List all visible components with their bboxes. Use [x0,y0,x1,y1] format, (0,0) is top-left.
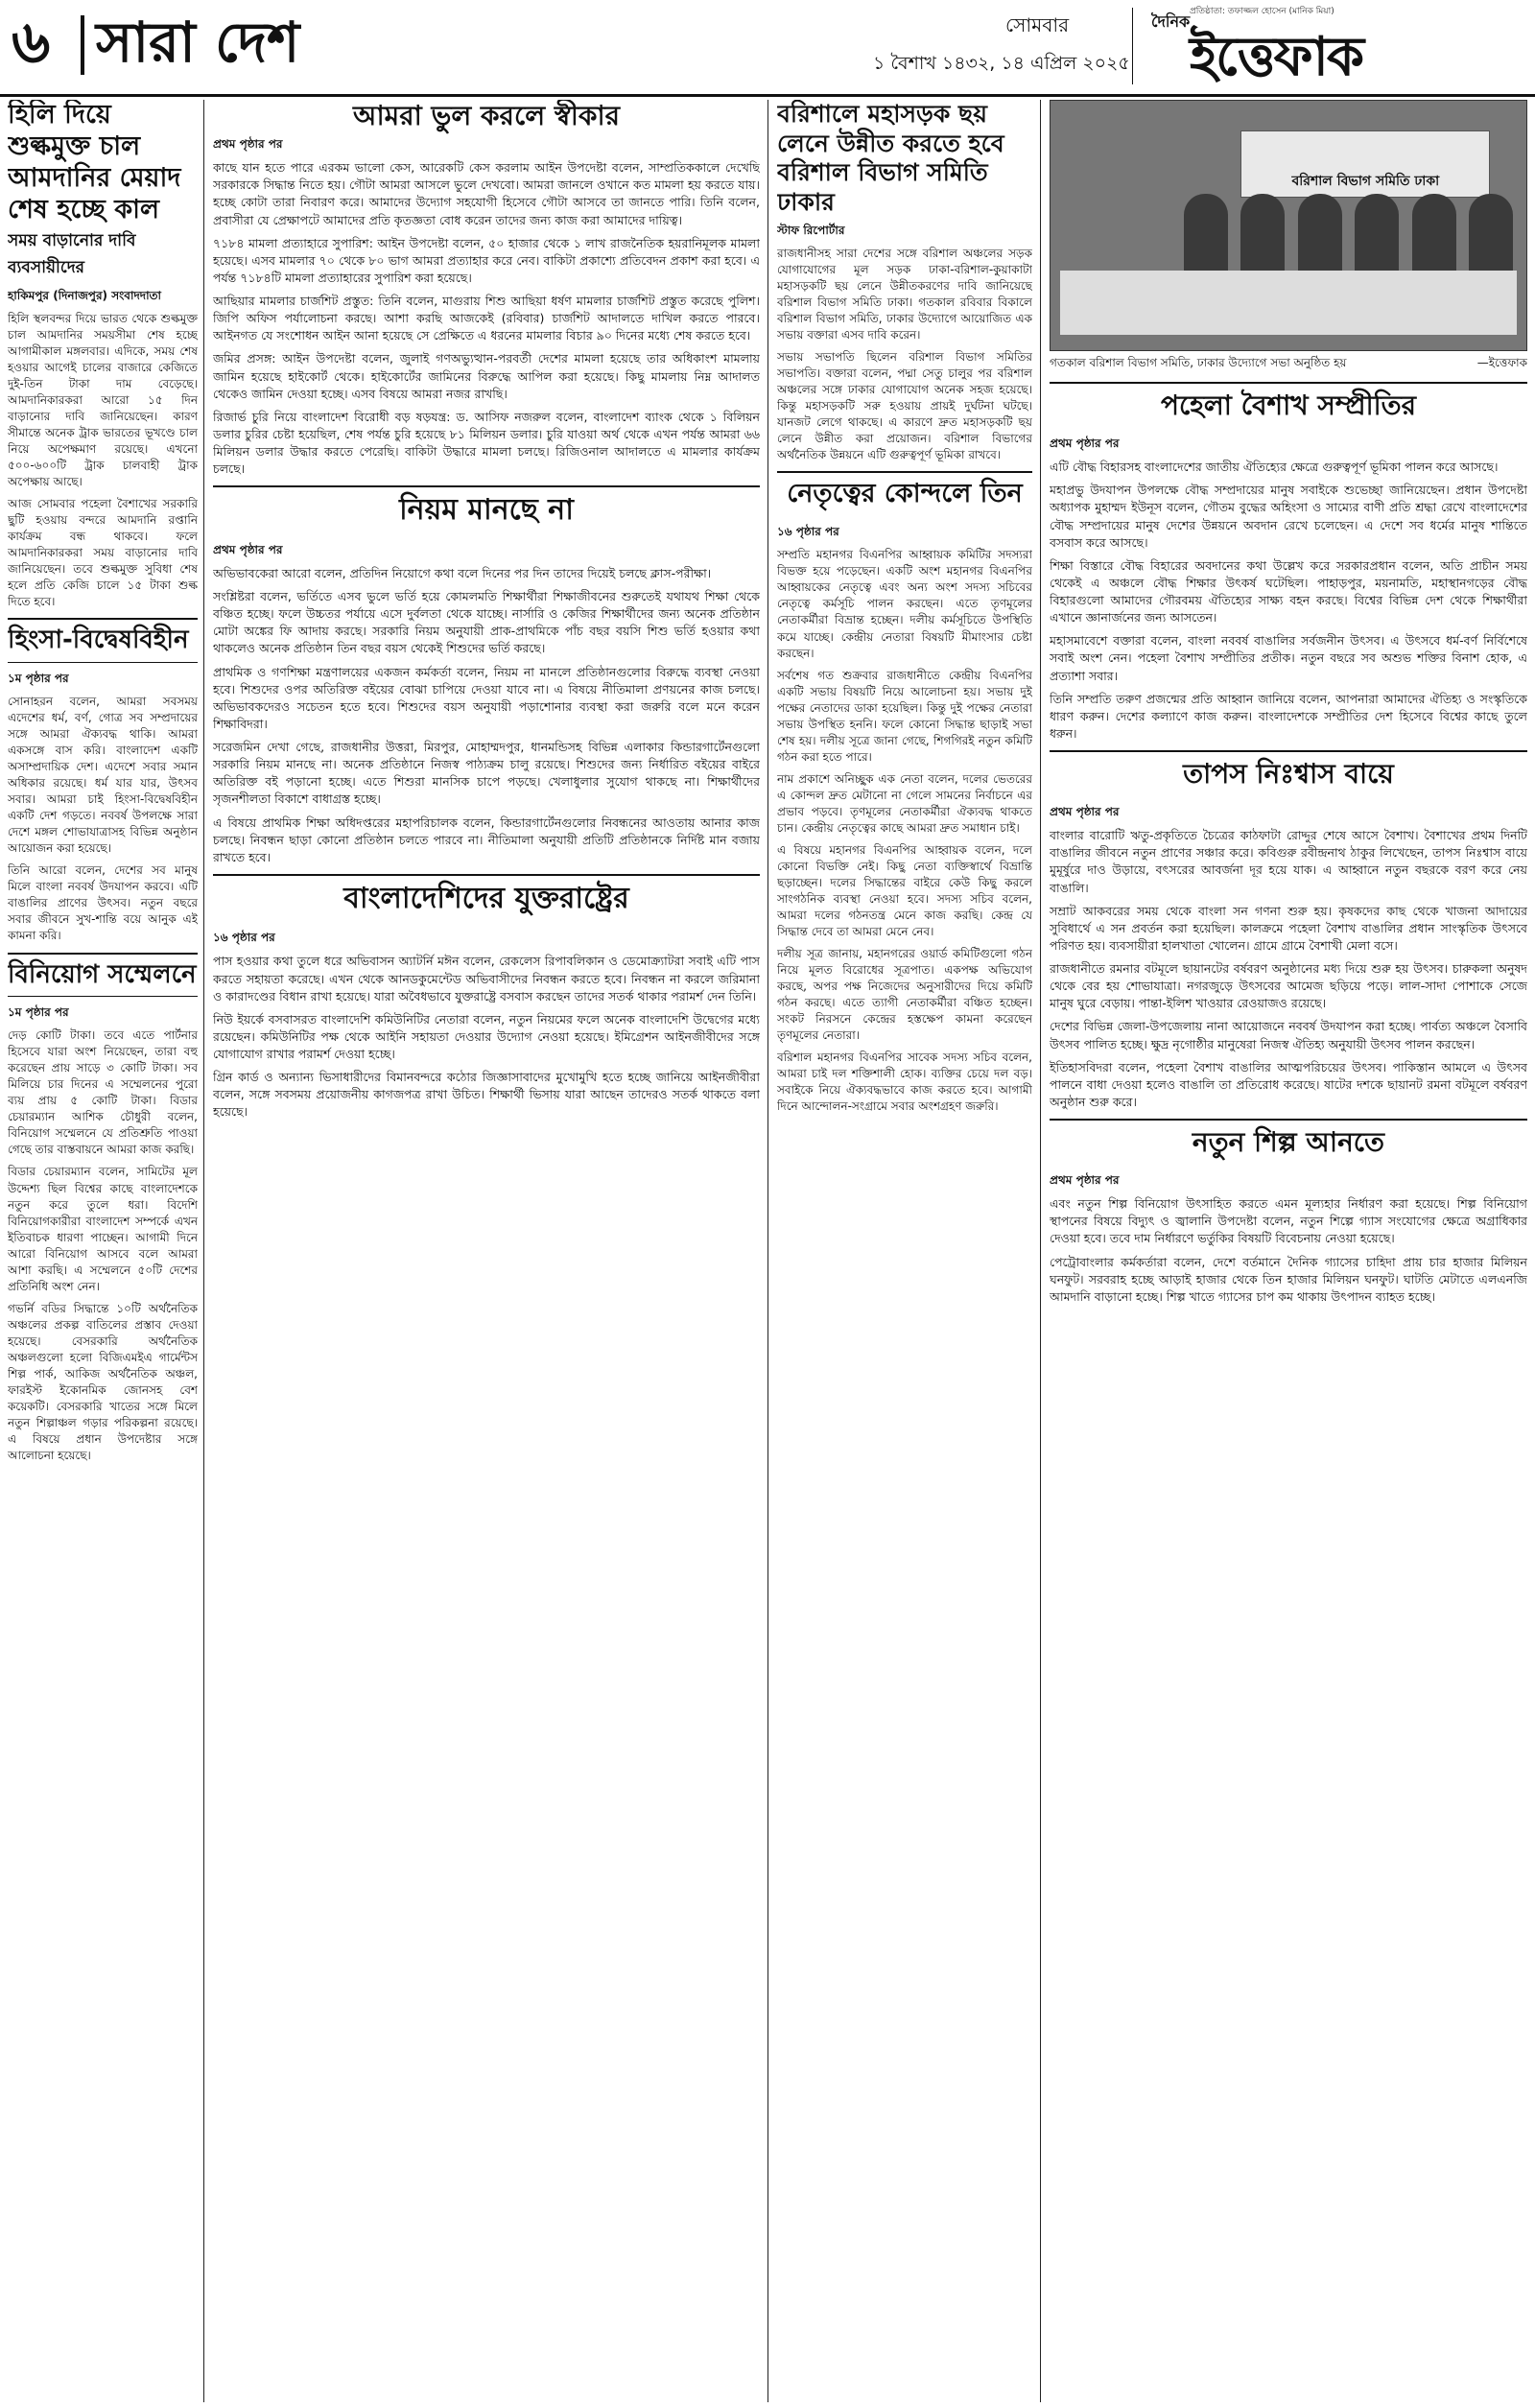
photo-person [1355,194,1399,280]
section-title: সারা দেশ [96,10,300,75]
article-body: দলীয় সূত্র জানায়, মহানগরের ওয়ার্ড কমিটিগুলো গঠন নিয়ে মূলত বিরোধের সূত্রপাত। একপক্ষ অভিযোগ করছে, অপর পক্ষ নিজেদের অনুসারীদের দিয়ে কমিটি গঠন করছে। এতে ত্যাগী নেতাকর্মীরা বঞ্চিত হচ্ছেন। সংকট নিরসনে কেন্দ্রের হস্তক্ষেপ কামনা করেছেন তৃণমূলের নেতারা। [777,947,1032,1043]
column-divider [1040,100,1041,2402]
masthead-rule [0,94,1535,97]
photo-caption: গতকাল বরিশাল বিভাগ সমিতি, ঢাকার উদ্যোগে সভা অনুষ্ঠিত হয় [1050,356,1347,369]
photo-banner [1240,130,1490,198]
article-body: এবং নতুন শিল্প বিনিয়োগ উৎসাহিত করতে এমন মূল্যহার নির্ধারণ করা হয়েছে। শিল্প বিনিয়োগ স্থাপনের বিষয়ে বিদ্যুৎ ও জ্বালানি উপদেষ্টা বলেন, নতুন শিল্পে গ্যাস সংযোগের ক্ষেত্রে অগ্রাধিকার দেওয়া হবে। তবে দাম নির্ধারণে ভর্তুকির বিষয়টি বিবেচনায় নেওয়া হয়েছে। [1050,1196,1527,1246]
masthead-divider [81,15,84,75]
article-body: বরিশাল মহানগর বিএনপির সাবেক সদস্য সচিব বলেন, আমরা চাই দল শক্তিশালী হোক। ব্যক্তির চেয়ে দল বড়। সবাইকে নিয়ে ঐক্যবদ্ধভাবে কাজ করতে হবে। আগামী দিনে আন্দোলন-সংগ্রামে সবার অংশগ্রহণ জরুরি। [777,1051,1032,1114]
article-body: প্রাথমিক ও গণশিক্ষা মন্ত্রণালয়ের একজন কর্মকর্তা বলেন, নিয়ম না মানলে প্রতিষ্ঠানগুলোর বিরুদ্ধে ব্যবস্থা নেওয়া হবে। শিশুদের ওপর অতিরিক্ত বইয়ের বোঝা চাপিয়ে দেওয়া যাবে না। এ বিষয়ে নীতিমালা প্রণয়নের কাজ চলছে। অভিভাবকদেরও সচেতন হতে হবে। শিশুদের বয়স অনুযায়ী পড়াশোনার ব্যবস্থা করা জরুরি বলে মনে করেন শিক্ষাবিদরা। [213,664,760,731]
photo-credit: —ইত্তেফাক [1476,356,1527,369]
headline: বরিশালে মহাসড়ক ছয় লেনে উন্নীত করতে হবে বরিশাল বিভাগ সমিতি ঢাকার [777,100,1004,216]
continuation-label: ১ম পৃষ্ঠার পর [8,672,69,686]
article-body: সম্প্রতি মহানগর বিএনপির আহ্বায়ক কমিটির সদস্যরা বিভক্ত হয়ে পড়েছেন। একটি অংশ মহানগর বিএনপির আহ্বায়কের নেতৃত্বে এবং অন্য অংশ সদস্য সচিবের নেতৃত্বে কর্মসূচি পালন করছেন। এতে তৃণমূলের নেতাকর্মীরা বিভ্রান্ত হচ্ছেন। দলীয় কর্মসূচিতে উপস্থিতি কমে যাচ্ছে। কেন্দ্রীয় নেতারা বিষয়টি মীমাংসার চেষ্টা করছেন। [777,548,1032,660]
column-1 [8,100,198,2402]
subheadline: সময় বাড়ানোর দাবি ব্যবসায়ীদের [8,230,136,277]
article-body: আছিয়ার মামলার চার্জশিট প্রস্তুত: তিনি বলেন, মাগুরায় শিশু আছিয়া ধর্ষণ মামলার চার্জশিট প্রস্তুত করেছে পুলিশ। জিপি অফিস পর্যালোচনা করছে। আশা করছি আজকেই (রবিবার) চার্জশিট আদালতে দাখিল করতে পারবে। আইনগত যে সংশোধন আইন আনা হয়েছে সে প্রেক্ষিতে এ ধরনের মামলার বিচার ৯০ দিনের মধ্যে শেষ করতে হবে। [213,294,760,343]
headline: শেষ হচ্ছে কাল [8,194,160,224]
article-body: সর্বশেষ গত শুক্রবার রাজধানীতে কেন্দ্রীয় বিএনপির একটি সভায় বিষয়টি নিয়ে আলোচনা হয়। সভায় দুই পক্ষের নেতাদের ডাকা হয়েছিল। কিন্তু দুই পক্ষের নেতারা সভায় উপস্থিত হননি। ফলে কোনো সিদ্ধান্ত ছাড়াই সভা শেষ হয়। দলীয় সূত্রে জানা গেছে, শিগগিরই নতুন কমিটি গঠন করা হতে পারে। [777,668,1032,764]
issue-day: সোমবার [1005,13,1070,36]
article-body: নাম প্রকাশে অনিচ্ছুক এক নেতা বলেন, দলের ভেতরের এ কোন্দল দ্রুত মেটানো না গেলে সামনের নির্বাচনে এর প্রভাব পড়বে। তৃণমূলের নেতাকর্মীরা ঐক্যবদ্ধ থাকতে চান। কেন্দ্রীয় নেতৃত্বের কাছে আমরা দ্রুত সমাধান চাই। [777,771,1032,835]
article-body: সম্রাট আকবরের সময় থেকে বাংলা সন গণনা শুরু হয়। কৃষকদের কাছ থেকে খাজনা আদায়ের সুবিধার্থে এ সন প্রবর্তন করা হয়েছিল। কালক্রমে পহেলা বৈশাখ বাঙালির প্রধান সাংস্কৃতিক উৎসবে পরিণত হয়। ব্যবসায়ীরা হালখাতা খোলেন। গ্রামে গ্রামে বৈশাখী মেলা বসে। [1050,903,1527,953]
article-body: এ বিষয়ে প্রাথমিক শিক্ষা অধিদপ্তরের মহাপরিচালক বলেন, কিন্ডারগার্টেনগুলোর নিবন্ধনের আওতায় আনার কাজ চলছে। নিবন্ধন ছাড়া কোনো প্রতিষ্ঠান চলতে পারবে না। নীতিমালা অনুযায়ী প্রতিটি প্রতিষ্ঠানকে নির্দিষ্ট মান বজায় রাখতে হবে। [213,814,760,864]
article-body: রিজার্ভ চুরি নিয়ে বাংলাদেশ বিরোধী বড় ষড়যন্ত্র: ড. আসিফ নজরুল বলেন, বাংলাদেশ ব্যাংক থেকে ১ বিলিয়ন ডলার চুরির চেষ্টা হয়েছিল, শেষ পর্যন্ত চুরি হয়েছে ৮১ মিলিয়ন ডলার। চুরি যাওয়া অর্থ থেকে এখন পর্যন্ত আমরা ৬৬ মিলিয়ন ডলার উদ্ধার করতে পেরেছি। বাকিটা উদ্ধারে মামলা চলছে। রিজিওনাল আদালতে এ মামলার কার্যক্রম চলছে। [213,409,760,477]
photo-person [1412,194,1456,280]
photo-banner-text: বরিশাল বিভাগ সমিতি ঢাকা [1291,174,1440,190]
logo-tagline: প্রতিষ্ঠাতা: তফাজ্জল হোসেন (মানিক মিয়া) [1190,7,1334,16]
continuation-label: ১৬ পৃষ্ঠার পর [777,525,839,539]
headline: হিংসা-বিদ্বেষবিহীন [8,626,189,655]
article-body: নিউ ইয়র্কে বসবাসরত বাংলাদেশি কমিউনিটির নেতারা বলেন, নতুন নিয়মের ফলে অনেক বাংলাদেশি উদ্বেগের মধ্যে রয়েছেন। কমিউনিটির পক্ষ থেকে আইনি সহায়তা দেওয়ার উদ্যোগ নেওয়া হয়েছে। ইমিগ্রেশন আইনজীবীদের সঙ্গে যোগাযোগ রাখার পরামর্শ দেওয়া হচ্ছে। [213,1011,760,1062]
article-body: ৭১৮৪ মামলা প্রত্যাহারে সুপারিশ: আইন উপদেষ্টা বলেন, ৫০ হাজার থেকে ১ লাখ রাজনৈতিক হয়রানিমূলক মামলা হয়েছে। এসব মামলার ৭০ থেকে ৮০ ভাগ আমরা প্রত্যাহার করে নেব। বাকিটা প্রকাশ্যে প্রতিবেদন প্রকাশ করা হবে। এ পর্যন্ত ৭১৮৪টি মামলা প্রত্যাহারের সুপারিশ করা হয়েছে। [213,235,760,285]
headline: নতুন শিল্প আনতে [1192,1126,1385,1159]
article-body: বিডার চেয়ারম্যান বলেন, সামিটের মূল উদ্দেশ্য ছিল বিশ্বের কাছে বাংলাদেশকে নতুন করে তুলে ধরা। বিদেশি বিনিয়োগকারীরা বাংলাদেশ সম্পর্কে এখন ইতিবাচক ধারণা পাচ্ছেন। আগামী দিনে আরো বিনিয়োগ আসবে বলে আমরা আশা করছি। এ সম্মেলনে ৫০টি দেশের প্রতিনিধি অংশ নেন। [8,1165,198,1293]
article-body: সংশ্লিষ্টরা বলেন, ভর্তিতে এসব ভুলে ভর্তি হয়ে কোমলমতি শিক্ষার্থীরা শিক্ষাজীবনের শুরুতেই যথাযথ শিক্ষা থেকে বঞ্চিত হচ্ছে। ফলে উচ্চতর পর্যায়ে এসে দুর্বলতা থেকে যাচ্ছে। নার্সারি ও কেজির শিক্ষার্থীদের জন্য অনেক প্রতিষ্ঠান মোটা অঙ্কের ফি আদায় করছে। সরকারি নিয়ম অনুযায়ী প্রাক-প্রাথমিকে পাঁচ বছর বয়সি শিশু ভর্তি হওয়ার কথা থাকলেও অনেক প্রতিষ্ঠান তিন বছর বয়স থেকেই শিশুদের ভর্তি করছে। [213,589,760,656]
issue-date: ১ বৈশাখ ১৪৩২, ১৪ এপ্রিল ২০২৫ [873,53,1130,74]
article-body: পেট্রোবাংলার কর্মকর্তারা বলেন, দেশে বর্তমানে দৈনিক গ্যাসের চাহিদা প্রায় চার হাজার মিলিয়ন ঘনফুট। সরবরাহ হচ্ছে আড়াই হাজার থেকে তিন হাজার মিলিয়ন ঘনফুট। ঘাটতি মেটাতে এলএনজি আমদানি বাড়ানো হচ্ছে। শিল্প খাতে গ্যাসের চাপ কম থাকায় উৎপাদন ব্যাহত হচ্ছে। [1050,1254,1527,1304]
continuation-label: ১ম পৃষ্ঠার পর [8,1005,69,1020]
headline: নিয়ম মানছে না [399,493,574,528]
logo-title: ইত্তেফাক [1190,26,1363,88]
article-body: তিনি আরো বলেন, দেশের সব মানুষ মিলে বাংলা নববর্ষ উদযাপন করবে। এটি বাঙালির প্রাণের উৎসব। নতুন বছরে সবার জীবনে সুখ-শান্তি বয়ে আনুক এই কামনা করি। [8,863,198,943]
continuation-label: ১৬ পৃষ্ঠার পর [213,931,275,945]
headline: নেতৃত্বের কোন্দলে তিন [787,479,1023,509]
news-photo [1050,100,1527,351]
article-body: অভিভাবকেরা আরো বলেন, প্রতিদিন নিয়োগে কথা বলে দিনের পর দিন তাদের দিয়েই চলছে ক্লাস-পরীক্ষা। [213,565,712,580]
article-body: সভায় সভাপতি ছিলেন বরিশাল বিভাগ সমিতির সভাপতি। বক্তারা বলেন, পদ্মা সেতু চালুর পর বরিশাল অঞ্চলের সঙ্গে ঢাকার যোগাযোগ অনেক সহজ হয়েছে। কিন্তু মহাসড়কটি সরু হওয়ায় প্রায়ই দুর্ঘটনা ঘটছে। যানজট লেগে থাকছে। এ কারণে দ্রুত মহাসড়কটি ছয় লেনে উন্নীত করা প্রয়োজন। বরিশাল বিভাগের অর্থনৈতিক উন্নয়নে এটি গুরুত্বপূর্ণ ভূমিকা রাখবে। [777,350,1032,462]
continuation-label: প্রথম পৃষ্ঠার পর [1050,437,1120,451]
masthead [0,0,1535,96]
photo-person [1240,194,1285,280]
column-divider [203,100,204,2402]
article-body: হিলি স্থলবন্দর দিয়ে ভারত থেকে শুল্কমুক্ত চাল আমদানির সময়সীমা শেষ হচ্ছে আগামীকাল মঙ্গলবার। এদিকে, সময় শেষ হওয়ার আগেই চালের বাজারে কেজিতে দুই-তিন টাকা দাম বেড়েছে। আমদানিকারকরা আরো ১৫ দিন বাড়ানোর দাবি জানিয়েছেন। কারণ সীমান্তে অনেক ট্রাক ভারতের ভূখণ্ডে চাল নিয়ে অপেক্ষমাণ রয়েছে। এখনো ৫০০-৬০০টি ট্রাক চালবাহী ট্রাক অপেক্ষায় আছে। [8,311,198,489]
column-4 [1050,100,1527,2402]
headline: পহেলা বৈশাখ সম্প্রীতির [1160,390,1417,421]
article-body: সরেজমিন দেখা গেছে, রাজধানীর উত্তরা, মিরপুর, মোহাম্মদপুর, ধানমন্ডিসহ বিভিন্ন এলাকার কিন্ডারগার্টেনগুলো সরকারি নিয়ম মানছে না। অনেক প্রতিষ্ঠানে নিজস্ব পাঠ্যক্রম চালু রয়েছে। শিশুদের জন্য নির্ধারিত বইয়ের বাইরে অতিরিক্ত বই পড়ানো হচ্ছে। এতে শিশুরা মানসিক চাপে পড়ছে। খেলাধুলার সুযোগ থাকছে না। শিক্ষার্থীদের সৃজনশীলতা বিকাশে বাধাগ্রস্ত হচ্ছে। [213,740,760,807]
newspaper-logo [1151,2,1497,90]
column-2 [213,100,760,2402]
article-body: সোনাহরন বলেন, আমরা সবসময় এদেশের ধর্ম, বর্ণ, গোত্র সব সম্প্রদায়ের সঙ্গে আমরা ঐক্যবদ্ধ থাকি। আমরা একসঙ্গে বাস করি। বাংলাদেশ একটি অসাম্প্রদায়িক দেশ। এদেশে সবার সমান অধিকার রয়েছে। ধর্ম যার যার, উৎসব সবার। আমরা চাই হিংসা-বিদ্বেষবিহীন একটি দেশ গড়তে। নববর্ষ উপলক্ষে সারা দেশে মঙ্গল শোভাযাত্রাসহ বিভিন্ন অনুষ্ঠান আয়োজন করা হয়েছে। [8,695,198,856]
article-body: মহাপ্রভু উদযাপন উপলক্ষে বৌদ্ধ সম্প্রদায়ের মানুষ সবাইকে শুভেচ্ছা জানিয়েছেন। প্রধান উপদেষ্টা অধ্যাপক মুহাম্মদ ইউনূস বলেন, গৌতম বুদ্ধের অহিংসা ও সাম্যের বাণী প্রতি শ্রদ্ধা রেখে বাংলাদেশের বৌদ্ধ সম্প্রদায়ের মানুষ দেশের উন্নয়নে অবদান রেখে চলেছেন। এ দেশে সব ধর্মের মানুষ শান্তিতে বসবাস করে আসছে। [1050,483,1527,550]
article-body: দেশের বিভিন্ন জেলা-উপজেলায় নানা আয়োজনে নববর্ষ উদযাপন করা হচ্ছে। পার্বত্য অঞ্চলে বৈসাবি উৎসব পালিত হচ্ছে। ক্ষুদ্র নৃগোষ্ঠীর মানুষেরা নিজস্ব ঐতিহ্য অনুযায়ী উৎসব পালন করছেন। [1050,1019,1527,1051]
article-body: রাজধানীসহ সারা দেশের সঙ্গে বরিশাল অঞ্চলের সড়ক যোগাযোগের মূল সড়ক ঢাকা-বরিশাল-কুয়াকাটা মহাসড়কটি ছয় লেনে উন্নীতকরণের দাবি জানিয়েছে বরিশাল বিভাগ সমিতি ঢাকা। গতকাল রবিবার বিকালে বরিশাল বিভাগ সমিতি, ঢাকার উদ্যোগে আয়োজিত এক সভায় বক্তারা এসব দাবি করেন। [777,247,1032,342]
article-body: বাংলার বারোটি ঋতু-প্রকৃতিতে চৈত্রের কাঠফাটা রোদ্দুর শেষে আসে বৈশাখ। বৈশাখের প্রথম দিনটি বাঙালির জীবনে নতুন প্রাণের সঞ্চার করে। কবিগুরু রবীন্দ্রনাথ ঠাকুর লিখেছেন, তাপস নিঃশ্বাস বায়ে মুমূর্ষুরে দাও উড়ায়ে, বৎসরের আবর্জনা দূর হয়ে যাক। এ আহ্বানে নতুন বছরকে বরণ করে নেয় বাঙালি। [1050,828,1527,895]
article-body: জমির প্রসঙ্গ: আইন উপদেষ্টা বলেন, জুলাই গণঅভ্যুত্থান-পরবর্তী দেশের মামলা হয়েছে তার অধিকাংশ মামলায় জামিন হয়েছে হাইকোর্ট থেকে। হাইকোর্টের জামিনের বিরুদ্ধে আপিল করা হয়েছে। কিছু মামলায় নিম্ন আদালত থেকেও জামিন দেওয়া হচ্ছে। এসব বিষয়ে আমরা নজর রাখছি। [213,351,760,401]
article-body: শিক্ষা বিস্তারে বৌদ্ধ বিহারের অবদানের কথা উল্লেখ করে সরকারপ্রধান বলেন, অতি প্রাচীন সময় থেকেই এ অঞ্চলে বৌদ্ধ শিক্ষার উৎকর্ষ ঘটেছিল। পাহাড়পুর, ময়নামতি, মহাস্থানগড়ের বৌদ্ধ বিহারগুলো আমাদের গৌরবময় ঐতিহ্যের সাক্ষ্য বহন করছে। বিশ্বের বিভিন্ন দেশ থেকে শিক্ষার্থীরা এখানে জ্ঞানার্জনের জন্য আসতেন। [1050,557,1527,626]
article-body: ইতিহাসবিদরা বলেন, পহেলা বৈশাখ বাঙালির আত্মপরিচয়ের উৎসব। পাকিস্তান আমলে এ উৎসব পালনে বাধা দেওয়া হলেও বাঙালি তা প্রতিরোধ করেছে। ষাটের দশকে ছায়ানট রমনা বটমূলে বর্ষবরণ অনুষ্ঠান শুরু করে। [1050,1059,1527,1109]
article-body: মহাসমাবেশে বক্তারা বলেন, বাংলা নববর্ষ বাঙালির সর্বজনীন উৎসব। এ উৎসবে ধর্ম-বর্ণ নির্বিশেষে সবাই অংশ নেন। পহেলা বৈশাখ সম্প্রীতির প্রতীক। নতুন বছরে সব অশুভ শক্তির বিনাশ হোক, এ প্রত্যাশা সবার। [1050,633,1527,683]
column-3 [777,100,1032,2402]
continuation-label: প্রথম পৃষ্ঠার পর [1050,805,1120,819]
article-body: দেড় কোটি টাকা। তবে এতে পার্টনার হিসেবে যারা অংশ নিয়েছেন, তারা বহু করেছেন প্রায় সাড়ে ৩ কোটি টাকা। সব মিলিয়ে চার দিনের এ সম্মেলনের পুরো ব্যয় প্রায় ৫ কোটি টাকা। বিডার চেয়ারম্যান আশিক চৌধুরী বলেন, বিনিয়োগ সম্মেলনে যে প্রতিশ্রুতি পাওয়া গেছে তার বাস্তবায়নে আমরা কাজ করছি। [8,1028,198,1157]
byline: হাকিমপুর (দিনাজপুর) সংবাদদাতা [8,288,162,302]
headline: আমরা ভুল করলে স্বীকার [353,100,620,131]
logo-prefix: দৈনিক [1151,12,1191,31]
article-body: রাজধানীতে রমনার বটমূলে ছায়ানটের বর্ষবরণ অনুষ্ঠানের মধ্য দিয়ে শুরু হয় উৎসব। চারুকলা অনুষদ থেকে বের হয় শোভাযাত্রা। নগরজুড়ে উৎসবের আমেজ ছড়িয়ে পড়ে। লাল-সাদা পোশাকে সেজে মানুষ ঘুরে বেড়ায়। পান্তা-ইলিশ খাওয়ার রেওয়াজও রয়েছে। [1050,961,1527,1011]
photo-person [1184,194,1228,280]
byline: স্টাফ রিপোর্টার [777,224,845,237]
page-number: ৬ [12,7,51,77]
photo-person [1469,194,1513,280]
headline: বাংলাদেশিদের যুক্তরাষ্ট্রের [343,881,629,915]
headline: তাপস নিঃশ্বাস বায়ে [1183,758,1394,791]
masthead-divider-2 [1132,8,1133,84]
headline: বিনিয়োগ সম্মেলনে [8,959,197,989]
continuation-label: প্রথম পৃষ্ঠার পর [213,137,283,152]
photo-table [1060,271,1517,336]
photo-person [1298,194,1342,280]
continuation-label: প্রথম পৃষ্ঠার পর [1050,1173,1120,1188]
article-body: কাছে যান হতে পারে এরকম ভালো কেস, আরেকটি কেস করলাম আইন উপদেষ্টা বলেন, সাম্প্রতিককালে দেখেছি সরকারকে সিদ্ধান্ত নিতে হয়। গৌটা আমরা আসলে ভুলে দেখবো। আমরা জানলে ওখানে কত মামলা হয় করতে যায়। হচ্ছে কোটা তারা নিবারণ করে। আমাদের উদ্যোগ সহযোগী হিসেবে গৌটা আসবে তা জানতে পারি। তিনি বলেন, প্রবাসীরা যে প্রেক্ষাপটে আমাদের প্রতি কৃতজ্ঞতা বোধ করেন তাদের জন্য কাজ করা আমাদের দায়িত্ব। [213,160,760,227]
article-body: পাস হওয়ার কথা তুলে ধরে অভিবাসন অ্যাটর্নি মঈন বলেন, রেকলেস রিপাবলিকান ও ডেমোক্র্যাটরা সবাই এটি পাস করতে সহায়তা করেছে। এখন থেকে আনডকুমেন্টেড অভিবাসীদের নিবন্ধন করতে হবে। নিবন্ধন না করলে জরিমানা ও কারাদণ্ডের বিধান রাখা হয়েছে। যারা অবৈধভাবে যুক্তরাষ্ট্রে বসবাস করছেন তাদের সতর্ক থাকার পরামর্শ দেন তিনি। [213,954,760,1003]
article-body: তিনি সম্প্রতি তরুণ প্রজন্মের প্রতি আহ্বান জানিয়ে বলেন, আপনারা আমাদের ঐতিহ্য ও সংস্কৃতিকে ধারণ করুন। দেশের কল্যাণে কাজ করুন। বাংলাদেশকে সম্প্রীতির দেশ হিসেবে বিশ্বের কাছে তুলে ধরুন। [1050,691,1527,741]
article-body: এটি বৌদ্ধ বিহারসহ বাংলাদেশের জাতীয় ঐতিহ্যের ক্ষেত্রে গুরুত্বপূর্ণ ভূমিকা পালন করে আসছে। [1050,460,1499,475]
article-body: গ্রিন কার্ড ও অন্যান্য ভিসাধারীদের বিমানবন্দরে কঠোর জিজ্ঞাসাবাদের মুখোমুখি হতে হচ্ছে জানিয়ে আইনজীবীরা বলেন, সঙ্গে সবসময় প্রয়োজনীয় কাগজপত্র রাখা উচিত। শিক্ষার্থী ভিসায় যারা আছেন তাদেরও সতর্ক থাকতে বলা হয়েছে। [213,1070,760,1120]
continuation-label: প্রথম পৃষ্ঠার পর [213,542,283,556]
headline: হিলি দিয়ে শুল্কমুক্ত চাল আমদানির মেয়াদ [8,100,181,193]
article-body: আজ সোমবার পহেলা বৈশাখের সরকারি ছুটি হওয়ায় বন্দরে আমদানি রপ্তানি কার্যক্রম বন্ধ থাকবে। ফলে আমদানিকারকরা সময় বাড়ানোর দাবি জানিয়েছেন। তবে শুল্কমুক্ত সুবিধা শেষ হলে প্রতি কেজি চালে ১৫ টাকা শুল্ক দিতে হবে। [8,497,198,609]
article-body: গভর্নি বডির সিদ্ধান্তে ১০টি অর্থনৈতিক অঞ্চলের প্রকল্প বাতিলের প্রস্তাব দেওয়া হয়েছে। বেসরকারি অর্থনৈতিক অঞ্চলগুলো হলো বিজিএমইএ গার্মেন্টস শিল্প পার্ক, আকিজ অর্থনৈতিক অঞ্চল, ফারইস্ট ইকোনমিক জোনসহ বেশ কয়েকটি। বেসরকারি খাতের সঙ্গে মিলে নতুন শিল্পাঞ্চল গড়ার পরিকল্পনা রয়েছে। এ বিষয়ে প্রধান উপদেষ্টার সঙ্গে আলোচনা হয়েছে। [8,1301,198,1462]
article-body: এ বিষয়ে মহানগর বিএনপির আহ্বায়ক বলেন, দলে কোনো বিভক্তি নেই। কিছু নেতা ব্যক্তিস্বার্থে বিভ্রান্তি ছড়াচ্ছেন। দলের সিদ্ধান্তের বাইরে কেউ কিছু করলে সাংগঠনিক ব্যবস্থা নেওয়া হবে। সদস্য সচিব বলেন, আমরা দলের গঠনতন্ত্র মেনে কাজ করছি। কেন্দ্র যে সিদ্ধান্ত দেবে তা আমরা মেনে নেব। [777,842,1032,939]
